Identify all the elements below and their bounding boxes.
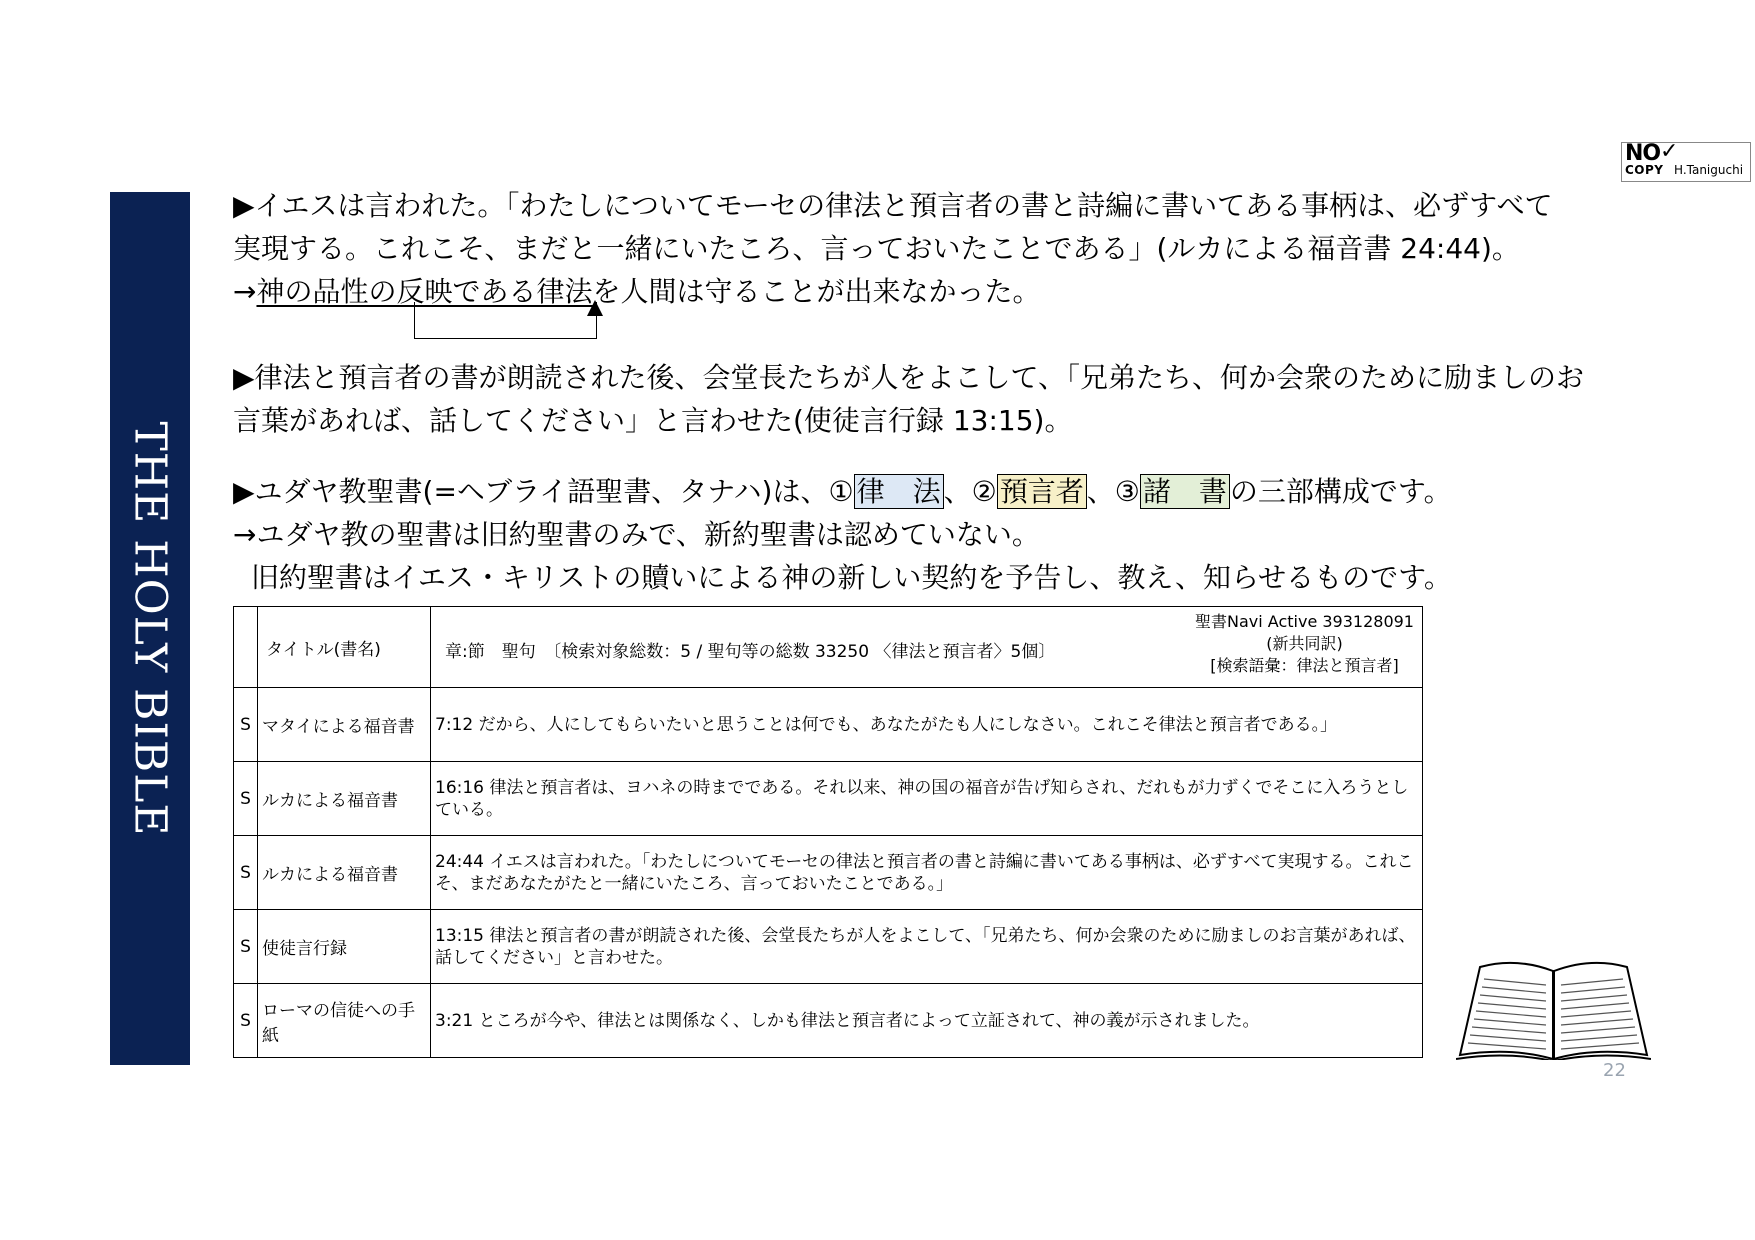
page-number: 22 xyxy=(1603,1060,1626,1081)
row-book: ローマの信徒への手紙 xyxy=(258,984,431,1058)
open-book-icon xyxy=(1456,955,1651,1060)
header-mark-cell xyxy=(234,607,258,688)
para3-sep1: 、② xyxy=(943,475,997,508)
para3-suffix: の三部構成です。 xyxy=(1229,475,1452,508)
table-row xyxy=(234,984,1423,1058)
highlight-writings: 諸 書 xyxy=(1140,474,1230,509)
reference-table xyxy=(233,606,1423,1058)
row-book: マタイによる福音書 xyxy=(258,688,431,762)
para1-line1: ▶イエスは言われた。「わたしについてモーセの律法と預言者の書と詩編に書いてある事柄は、必ずすべて xyxy=(233,189,1553,222)
row-mark: S xyxy=(234,836,258,910)
row-verse: 16:16 律法と預言者は、ヨハネの時までである。それ以来、神の国の福音が告げ知らされ、だれもが力ずくでそこに入ろうとしている。 xyxy=(431,762,1423,836)
para2-line2: 言葉があれば、話してください」と言わせた(使徒言行録 13:15)。 xyxy=(233,404,1073,437)
row-mark: S xyxy=(234,762,258,836)
table-row xyxy=(234,762,1423,836)
para3-sep2: 、③ xyxy=(1086,475,1140,508)
para3-line1 xyxy=(233,470,1452,513)
row-book: 使徒言行録 xyxy=(258,910,431,984)
highlight-prophets: 預言者 xyxy=(997,474,1087,509)
row-verse: 3:21 ところが今や、律法とは関係なく、しかも律法と預言者によって立証されて、神の義が示されました。 xyxy=(431,984,1423,1058)
paragraph-acts-quote xyxy=(233,356,1584,442)
row-verse: 24:44 イエスは言われた。「わたしについてモーセの律法と預言者の書と詩編に書いてある事柄は、必ずすべて実現する。これこそ、まだあなたがたと一緒にいたころ、言っておいたことである。」 xyxy=(431,836,1423,910)
para2-line1: ▶律法と預言者の書が朗読された後、会堂長たちが人をよこして、「兄弟たち、何か会衆のために励ましのお xyxy=(233,361,1584,394)
header-meta xyxy=(1195,611,1414,677)
para1-rest: を人間は守ることが出来なかった。 xyxy=(592,275,1041,308)
para1-underlined: 神の品性の反映である律法 xyxy=(256,275,593,308)
row-verse: 13:15 律法と預言者の書が朗読された後、会堂長たちが人をよこして、「兄弟たち、何か会衆のために励ましのお言葉があれば、話してください」と言わせた。 xyxy=(431,910,1423,984)
table-row xyxy=(234,836,1423,910)
header-meta-app: 聖書Navi Active 393128091 xyxy=(1195,612,1414,631)
header-title-cell: タイトル(書名) xyxy=(258,607,431,688)
header-meta-search: [検索語彙：律法と預言者] xyxy=(1210,656,1399,675)
row-mark: S xyxy=(234,688,258,762)
no-copy-copy: COPY xyxy=(1625,163,1664,177)
table-header-row xyxy=(234,607,1423,688)
paragraph-luke-quote xyxy=(233,184,1553,313)
side-title: THE HOLY BIBLE xyxy=(124,420,176,837)
row-verse: 7:12 だから、人にしてもらいたいと思うことは何でも、あなたがたも人にしなさい。これこそ律法と預言者である。」 xyxy=(431,688,1423,762)
row-mark: S xyxy=(234,910,258,984)
para3-line2: →ユダヤ教の聖書は旧約聖書のみで、新約聖書は認めていない。 xyxy=(233,518,1040,551)
para3-line3: 旧約聖書はイエス・キリストの贖いによる神の新しい契約を予告し、教え、知らせるものです。 xyxy=(251,561,1452,594)
table-row xyxy=(234,688,1423,762)
para1-arrow: → xyxy=(233,275,257,308)
row-mark: S xyxy=(234,984,258,1058)
para1-line2: 実現する。これこそ、まだと一緒にいたころ、言っておいたことである」(ルカによる福音書 24:44)。 xyxy=(233,232,1520,265)
header-meta-version: (新共同訳) xyxy=(1266,634,1343,653)
bracket-connector xyxy=(414,302,597,339)
para3-prefix: ▶ユダヤ教聖書(=ヘブライ語聖書、タナハ)は、① xyxy=(233,475,854,508)
header-columns: 章:節 聖句 〔検索対象総数：5 / 聖句等の総数 33250 〈律法と預言者〉5個〕 xyxy=(445,642,1056,662)
row-book: ルカによる福音書 xyxy=(258,836,431,910)
no-copy-author: H.Taniguchi xyxy=(1674,163,1744,177)
highlight-law: 律 法 xyxy=(854,474,944,509)
header-main-cell xyxy=(431,607,1423,688)
table-row xyxy=(234,910,1423,984)
arrow-up-icon xyxy=(587,300,603,316)
no-copy-no: NO xyxy=(1625,141,1661,166)
check-icon: ✓ xyxy=(1660,139,1679,164)
side-band xyxy=(110,192,190,1065)
no-copy-badge xyxy=(1621,139,1751,182)
row-book: ルカによる福音書 xyxy=(258,762,431,836)
paragraph-tanakh xyxy=(233,470,1452,599)
